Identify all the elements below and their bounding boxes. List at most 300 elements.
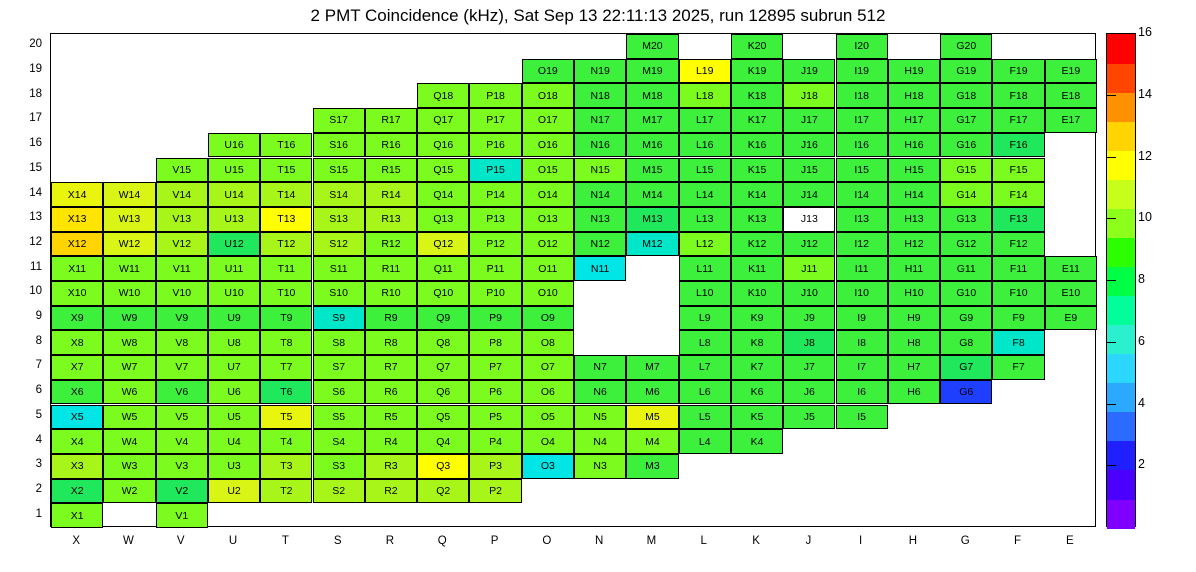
y-tick-label: 11 — [30, 260, 42, 273]
heatmap-cell: P12 — [469, 232, 521, 257]
heatmap-cell: L18 — [679, 83, 731, 108]
heatmap-cell: I13 — [836, 207, 888, 232]
heatmap-cell: O11 — [522, 256, 574, 281]
heatmap-cell: H16 — [888, 133, 940, 158]
heatmap-cell: S13 — [313, 207, 365, 232]
heatmap-cell: T3 — [260, 454, 312, 479]
heatmap-cell: Q14 — [417, 182, 469, 207]
colorbar-segment — [1107, 34, 1135, 64]
heatmap-cell: T14 — [260, 182, 312, 207]
heatmap-cell: O19 — [522, 59, 574, 84]
heatmap-cell: S7 — [313, 355, 365, 380]
heatmap-cell: U12 — [208, 232, 260, 257]
heatmap-cell: S8 — [313, 330, 365, 355]
heatmap-cell: U13 — [208, 207, 260, 232]
heatmap-cell: O5 — [522, 405, 574, 430]
x-tick-label: U — [228, 535, 238, 547]
heatmap-cell: T12 — [260, 232, 312, 257]
heatmap-cell: V12 — [156, 232, 208, 257]
heatmap-cell: J16 — [783, 133, 835, 158]
colorbar-segment — [1107, 470, 1135, 500]
heatmap-cell: F12 — [992, 232, 1044, 257]
x-tick-label: M — [646, 535, 657, 547]
x-tick-label: H — [908, 535, 918, 547]
heatmap-cell: R8 — [365, 330, 417, 355]
x-tick-label: L — [700, 535, 707, 547]
heatmap-cell: R13 — [365, 207, 417, 232]
heatmap-cell: G17 — [940, 108, 992, 133]
heatmap-cell: N15 — [574, 158, 626, 183]
colorbar-segment — [1107, 354, 1135, 384]
x-tick-label: S — [333, 535, 342, 547]
colorbar-segment — [1107, 412, 1135, 442]
colorbar-tick-label: 16 — [1138, 25, 1152, 39]
heatmap-cell: O10 — [522, 281, 574, 306]
heatmap-cell: L4 — [679, 429, 731, 454]
heatmap-cell: M13 — [626, 207, 678, 232]
heatmap-cell: O15 — [522, 158, 574, 183]
heatmap-cell: H12 — [888, 232, 940, 257]
x-tick-label: O — [542, 535, 552, 547]
colorbar-segment — [1107, 296, 1135, 326]
heatmap-cell: Q6 — [417, 380, 469, 405]
x-tick-label: R — [385, 535, 395, 547]
heatmap-cell: H19 — [888, 59, 940, 84]
heatmap-cell: P18 — [469, 83, 521, 108]
x-tick-label: W — [123, 535, 134, 547]
heatmap-cell: H8 — [888, 330, 940, 355]
heatmap-cell: I12 — [836, 232, 888, 257]
heatmap-cell: O8 — [522, 330, 574, 355]
heatmap-cell: M4 — [626, 429, 678, 454]
heatmap-cell: R5 — [365, 405, 417, 430]
heatmap-cell: E18 — [1045, 83, 1097, 108]
heatmap-cell: V3 — [156, 454, 208, 479]
heatmap-cell: I15 — [836, 158, 888, 183]
heatmap-cell: J7 — [783, 355, 835, 380]
heatmap-cell: O3 — [522, 454, 574, 479]
heatmap-cell: G13 — [940, 207, 992, 232]
x-tick-label: I — [859, 535, 863, 547]
heatmap-cell: U8 — [208, 330, 260, 355]
heatmap-cell: M7 — [626, 355, 678, 380]
colorbar-tick-mark — [1107, 280, 1116, 281]
heatmap-cell: Q2 — [417, 479, 469, 504]
colorbar-segment — [1107, 121, 1135, 151]
y-tick-label: 15 — [29, 161, 42, 174]
heatmap-cell: U16 — [208, 133, 260, 158]
heatmap-cell: E17 — [1045, 108, 1097, 133]
heatmap-cell: J5 — [783, 405, 835, 430]
heatmap-cell: T7 — [260, 355, 312, 380]
heatmap-cell: X5 — [51, 405, 103, 430]
heatmap-cell: L12 — [679, 232, 731, 257]
heatmap-cell: U2 — [208, 479, 260, 504]
heatmap-cell: J11 — [783, 256, 835, 281]
heatmap-cell: W9 — [103, 306, 155, 331]
heatmap-cell: T5 — [260, 405, 312, 430]
heatmap-cell: P7 — [469, 355, 521, 380]
heatmap-cell: O18 — [522, 83, 574, 108]
heatmap-cell: L13 — [679, 207, 731, 232]
heatmap-cell: U5 — [208, 405, 260, 430]
heatmap-cell: E19 — [1045, 59, 1097, 84]
heatmap-cell: U14 — [208, 182, 260, 207]
heatmap-cell: P9 — [469, 306, 521, 331]
heatmap-cell: N17 — [574, 108, 626, 133]
y-tick-label: 13 — [29, 211, 42, 224]
heatmap-cell: L16 — [679, 133, 731, 158]
heatmap-cell: X1 — [51, 503, 103, 528]
heatmap-cell: N12 — [574, 232, 626, 257]
heatmap-cell: V2 — [156, 479, 208, 504]
heatmap-cell: P4 — [469, 429, 521, 454]
heatmap-cell: K19 — [731, 59, 783, 84]
heatmap-cell: F15 — [992, 158, 1044, 183]
heatmap-cell: J17 — [783, 108, 835, 133]
x-tick-label: P — [490, 535, 499, 547]
colorbar-tick-mark — [1107, 465, 1116, 466]
heatmap-cell: M12 — [626, 232, 678, 257]
heatmap-cell: X8 — [51, 330, 103, 355]
heatmap-cell: W13 — [103, 207, 155, 232]
y-tick-label: 18 — [29, 87, 42, 100]
heatmap-cell: L8 — [679, 330, 731, 355]
heatmap-cell: Q13 — [417, 207, 469, 232]
heatmap-cell: G19 — [940, 59, 992, 84]
heatmap-cell: K10 — [731, 281, 783, 306]
colorbar-segment — [1107, 499, 1135, 529]
heatmap-cell: J13 — [783, 207, 835, 232]
heatmap-cell: K12 — [731, 232, 783, 257]
heatmap-cell: Q3 — [417, 454, 469, 479]
heatmap-cell: T13 — [260, 207, 312, 232]
heatmap-cell: S11 — [313, 256, 365, 281]
heatmap-cell: W11 — [103, 256, 155, 281]
colorbar-segment — [1107, 237, 1135, 267]
heatmap-cell: T6 — [260, 380, 312, 405]
heatmap-cell: K4 — [731, 429, 783, 454]
chart-title: 2 PMT Coincidence (kHz), Sat Sep 13 22:11:13 2025, run 12895 subrun 512 — [310, 6, 886, 25]
heatmap-cell: I5 — [836, 405, 888, 430]
y-tick-label: 6 — [35, 384, 42, 397]
heatmap-cell: S16 — [313, 133, 365, 158]
heatmap-cell: L6 — [679, 380, 731, 405]
heatmap-cell: Q17 — [417, 108, 469, 133]
heatmap-cell: V11 — [156, 256, 208, 281]
heatmap-cell: H7 — [888, 355, 940, 380]
heatmap-cell: K6 — [731, 380, 783, 405]
heatmap-cell: T15 — [260, 158, 312, 183]
heatmap-cell: I20 — [836, 34, 888, 59]
heatmap-cell: J9 — [783, 306, 835, 331]
heatmap-cell: V9 — [156, 306, 208, 331]
heatmap-cell: J19 — [783, 59, 835, 84]
heatmap-cell: R15 — [365, 158, 417, 183]
x-tick-label: N — [594, 535, 604, 547]
heatmap-cell: E9 — [1045, 306, 1097, 331]
heatmap-cell: F14 — [992, 182, 1044, 207]
heatmap-cell: O9 — [522, 306, 574, 331]
colorbar-tick-mark — [1107, 342, 1116, 343]
heatmap-cell: V15 — [156, 158, 208, 183]
y-tick-label: 1 — [35, 507, 42, 520]
heatmap-cell: J6 — [783, 380, 835, 405]
y-tick-label: 5 — [35, 408, 42, 421]
colorbar-segment — [1107, 150, 1135, 180]
heatmap-cell: I7 — [836, 355, 888, 380]
heatmap-cell: G9 — [940, 306, 992, 331]
heatmap-cell: U10 — [208, 281, 260, 306]
heatmap-cell: O17 — [522, 108, 574, 133]
heatmap-cell: Q16 — [417, 133, 469, 158]
heatmap-cell: P2 — [469, 479, 521, 504]
heatmap-cell: I17 — [836, 108, 888, 133]
heatmap-cell: R12 — [365, 232, 417, 257]
heatmap-cell: W5 — [103, 405, 155, 430]
heatmap-cell: S5 — [313, 405, 365, 430]
colorbar-tick-label: 2 — [1138, 457, 1145, 472]
heatmap-cell: N16 — [574, 133, 626, 158]
heatmap-cell: P10 — [469, 281, 521, 306]
heatmap-cell: N7 — [574, 355, 626, 380]
heatmap-cell: P17 — [469, 108, 521, 133]
colorbar-tick-mark — [1107, 404, 1116, 405]
heatmap-cell: F13 — [992, 207, 1044, 232]
heatmap-cell: P6 — [469, 380, 521, 405]
heatmap-cell: F9 — [992, 306, 1044, 331]
heatmap-cell: Q10 — [417, 281, 469, 306]
heatmap-cell: V7 — [156, 355, 208, 380]
heatmap-cell: I18 — [836, 83, 888, 108]
heatmap-cell: G14 — [940, 182, 992, 207]
heatmap-cell: V14 — [156, 182, 208, 207]
heatmap-cell: R16 — [365, 133, 417, 158]
heatmap-cell: M20 — [626, 34, 678, 59]
heatmap-cell: O16 — [522, 133, 574, 158]
y-tick-label: 16 — [29, 137, 42, 150]
heatmap-cell: P11 — [469, 256, 521, 281]
colorbar-segment — [1107, 266, 1135, 296]
heatmap-cell: V13 — [156, 207, 208, 232]
heatmap-cell: Q18 — [417, 83, 469, 108]
colorbar-segment — [1107, 92, 1135, 122]
heatmap-cell: J18 — [783, 83, 835, 108]
heatmap-cell: K15 — [731, 158, 783, 183]
heatmap-cell: V8 — [156, 330, 208, 355]
heatmap-cell: K17 — [731, 108, 783, 133]
heatmap-cell: L15 — [679, 158, 731, 183]
heatmap-cell: N18 — [574, 83, 626, 108]
heatmap-cell: S3 — [313, 454, 365, 479]
heatmap-cell: X14 — [51, 182, 103, 207]
heatmap-cell: Q8 — [417, 330, 469, 355]
heatmap-cell: K5 — [731, 405, 783, 430]
heatmap-cell: W14 — [103, 182, 155, 207]
heatmap-cell: R14 — [365, 182, 417, 207]
heatmap-cell: H9 — [888, 306, 940, 331]
heatmap-cell: I6 — [836, 380, 888, 405]
heatmap-cell: G20 — [940, 34, 992, 59]
heatmap-cell: K9 — [731, 306, 783, 331]
heatmap-cell: H18 — [888, 83, 940, 108]
heatmap-cell: F18 — [992, 83, 1044, 108]
heatmap-cell: W4 — [103, 429, 155, 454]
heatmap-cell: L11 — [679, 256, 731, 281]
heatmap-cell: I11 — [836, 256, 888, 281]
heatmap-cell: N19 — [574, 59, 626, 84]
heatmap-cell: O6 — [522, 380, 574, 405]
heatmap-cell: J10 — [783, 281, 835, 306]
heatmap-cell: K7 — [731, 355, 783, 380]
heatmap-cell: H15 — [888, 158, 940, 183]
heatmap-cell: T2 — [260, 479, 312, 504]
heatmap-cell: W2 — [103, 479, 155, 504]
heatmap-cell: M5 — [626, 405, 678, 430]
heatmap-cell: V1 — [156, 503, 208, 528]
heatmap-cell: N4 — [574, 429, 626, 454]
heatmap-cell: G15 — [940, 158, 992, 183]
colorbar-tick-label: 4 — [1138, 395, 1145, 410]
heatmap-cell: M15 — [626, 158, 678, 183]
heatmap-cell: H14 — [888, 182, 940, 207]
heatmap-cell: F17 — [992, 108, 1044, 133]
heatmap-cell: P14 — [469, 182, 521, 207]
x-tick-label: J — [805, 535, 812, 547]
heatmap-cell: U15 — [208, 158, 260, 183]
heatmap-cell: T16 — [260, 133, 312, 158]
y-tick-label: 17 — [29, 112, 42, 125]
x-tick-label: E — [1066, 535, 1074, 547]
heatmap-cell: M19 — [626, 59, 678, 84]
colorbar-tick-label: 6 — [1138, 333, 1145, 348]
heatmap-cell: V10 — [156, 281, 208, 306]
heatmap-cell: M16 — [626, 133, 678, 158]
heatmap-cell: I8 — [836, 330, 888, 355]
heatmap-cell: W12 — [103, 232, 155, 257]
heatmap-cell: I16 — [836, 133, 888, 158]
heatmap-cell: S17 — [313, 108, 365, 133]
y-tick-label: 9 — [35, 310, 42, 323]
heatmap-cell: T8 — [260, 330, 312, 355]
heatmap-cell: T10 — [260, 281, 312, 306]
heatmap-cell: N6 — [574, 380, 626, 405]
heatmap-cell: P15 — [469, 158, 521, 183]
heatmap-cell: U3 — [208, 454, 260, 479]
heatmap-cell: P8 — [469, 330, 521, 355]
colorbar-segment — [1107, 63, 1135, 93]
heatmap-cell: O14 — [522, 182, 574, 207]
heatmap-cell: X9 — [51, 306, 103, 331]
heatmap-cell: X4 — [51, 429, 103, 454]
heatmap-cell: U6 — [208, 380, 260, 405]
heatmap-cell: G12 — [940, 232, 992, 257]
heatmap-cell: F8 — [992, 330, 1044, 355]
y-tick-label: 20 — [29, 38, 42, 51]
heatmap-cell: K16 — [731, 133, 783, 158]
colorbar-tick-label: 12 — [1138, 148, 1152, 163]
colorbar-segment — [1107, 208, 1135, 238]
x-tick-label: T — [281, 535, 289, 547]
heatmap-cell: R6 — [365, 380, 417, 405]
heatmap-cell: M6 — [626, 380, 678, 405]
heatmap-cell: U9 — [208, 306, 260, 331]
heatmap-cell: N13 — [574, 207, 626, 232]
heatmap-cell: R17 — [365, 108, 417, 133]
heatmap-cell: W8 — [103, 330, 155, 355]
heatmap-cell: X2 — [51, 479, 103, 504]
heatmap-cell: K13 — [731, 207, 783, 232]
heatmap-cell: G16 — [940, 133, 992, 158]
heatmap-cell: W7 — [103, 355, 155, 380]
heatmap-cell: P3 — [469, 454, 521, 479]
y-tick-label: 2 — [35, 482, 42, 495]
heatmap-cell: Q7 — [417, 355, 469, 380]
heatmap-cell: R11 — [365, 256, 417, 281]
heatmap-cell: Q9 — [417, 306, 469, 331]
heatmap-cell: W3 — [103, 454, 155, 479]
heatmap-cell: G10 — [940, 281, 992, 306]
heatmap-cell: X7 — [51, 355, 103, 380]
heatmap-cell: P16 — [469, 133, 521, 158]
heatmap-cell: V5 — [156, 405, 208, 430]
x-tick-label: X — [72, 535, 80, 547]
heatmap-cell: O13 — [522, 207, 574, 232]
colorbar-segment — [1107, 179, 1135, 209]
heatmap-cell: R2 — [365, 479, 417, 504]
heatmap-cell: S14 — [313, 182, 365, 207]
heatmap-cell: G6 — [940, 380, 992, 405]
heatmap-cell: F7 — [992, 355, 1044, 380]
heatmap-cell: G11 — [940, 256, 992, 281]
heatmap-cell: Q15 — [417, 158, 469, 183]
heatmap-cell: K11 — [731, 256, 783, 281]
x-tick-label: V — [176, 535, 185, 547]
heatmap-cell: F10 — [992, 281, 1044, 306]
heatmap-cell: M18 — [626, 83, 678, 108]
heatmap-cell: L19 — [679, 59, 731, 84]
heatmap-cell: X11 — [51, 256, 103, 281]
heatmap-cell: S15 — [313, 158, 365, 183]
heatmap-cell: M3 — [626, 454, 678, 479]
heatmap-cell: F19 — [992, 59, 1044, 84]
heatmap-cell: N14 — [574, 182, 626, 207]
heatmap-cell: L7 — [679, 355, 731, 380]
heatmap-cell: H10 — [888, 281, 940, 306]
heatmap-cell: N5 — [574, 405, 626, 430]
x-tick-label: K — [752, 535, 760, 547]
heatmap-cell: J14 — [783, 182, 835, 207]
heatmap-cell: N3 — [574, 454, 626, 479]
heatmap-cell: Q5 — [417, 405, 469, 430]
heatmap-cell: J15 — [783, 158, 835, 183]
heatmap-cell: H13 — [888, 207, 940, 232]
heatmap-cell: I9 — [836, 306, 888, 331]
heatmap-cell: R3 — [365, 454, 417, 479]
heatmap-cell: S12 — [313, 232, 365, 257]
heatmap-cell: W6 — [103, 380, 155, 405]
heatmap-cell: U11 — [208, 256, 260, 281]
heatmap-cell: T9 — [260, 306, 312, 331]
x-tick-label: Q — [437, 535, 447, 547]
heatmap-cell: X3 — [51, 454, 103, 479]
y-tick-label: 10 — [29, 285, 42, 298]
heatmap-cell: R10 — [365, 281, 417, 306]
x-tick-label: G — [960, 535, 970, 547]
heatmap-cell: G7 — [940, 355, 992, 380]
colorbar-tick-label: 8 — [1138, 272, 1145, 286]
heatmap-cell: O7 — [522, 355, 574, 380]
